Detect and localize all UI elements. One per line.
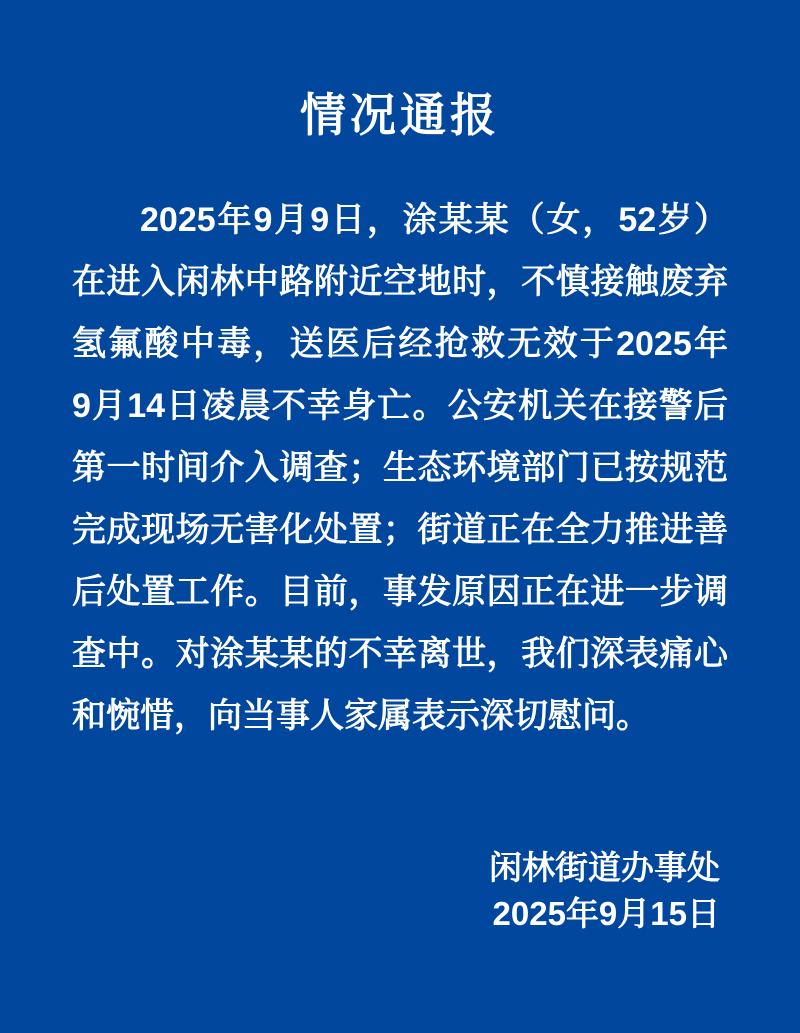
signature-org: 闲林街道办事处: [489, 848, 720, 886]
notice-title: 情况通报: [300, 89, 500, 141]
body-line: 9月14日凌晨不幸身亡。公安机关在接警后: [72, 386, 728, 425]
body-line: 2025年9月9日，涂某某（女，52岁）: [140, 200, 728, 239]
body-line: 完成现场无害化处置；街道正在全力推进善: [72, 510, 728, 549]
body-line: 第一时间介入调查；生态环境部门已按规范: [72, 448, 728, 487]
body-line: 氢氟酸中毒，送医后经抢救无效于2025年: [72, 324, 728, 363]
body-line: 和惋惜，向当事人家属表示深切慰问。: [72, 696, 650, 735]
notice-signature: [0, 845, 800, 937]
notice-body: [72, 189, 728, 747]
body-line: 在进入闲林中路附近空地时，不慎接触废弃: [72, 262, 728, 301]
signature-date: 2025年9月15日: [492, 894, 720, 932]
body-line: 查中。对涂某某的不幸离世，我们深表痛心: [72, 634, 728, 673]
body-line: 后处置工作。目前，事发原因正在进一步调: [72, 572, 728, 611]
